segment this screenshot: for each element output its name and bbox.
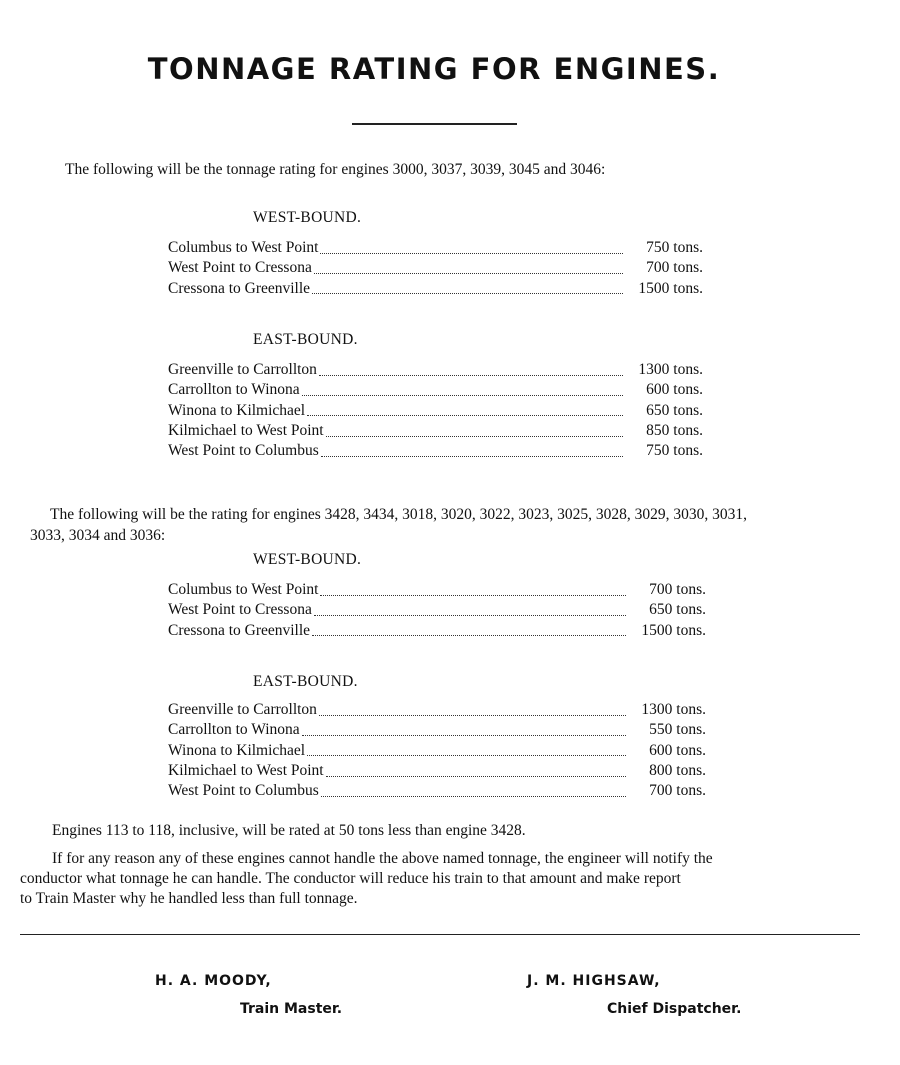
group-1-eastbound-table — [168, 360, 703, 461]
instruction-line-1: If for any reason any of these engines cannot handle the above named tonnage, the engineer will notify the — [52, 850, 713, 867]
leader-dots — [326, 776, 626, 777]
signature-title-left: Train Master. — [240, 1001, 343, 1017]
table-row — [168, 720, 706, 740]
group-1-westbound-heading: WEST-BOUND. — [253, 209, 362, 226]
tonnage-value: 800 tons. — [649, 761, 706, 779]
intro-paragraph-2-line-2: 3033, 3034 and 3036: — [30, 527, 166, 544]
tonnage-value: 1300 tons. — [641, 701, 706, 718]
tonnage-value: 1500 tons. — [641, 621, 706, 639]
route-label: Columbus to West Point — [168, 239, 319, 256]
tonnage-value: 700 tons. — [646, 259, 703, 277]
leader-dots — [314, 273, 623, 274]
signature-name-right: J. M. HIGHSAW, — [527, 973, 661, 989]
table-row — [168, 441, 703, 461]
table-row — [168, 621, 706, 641]
leader-dots — [321, 456, 623, 457]
instruction-line-2: conductor what tonnage he can handle. The conductor will reduce his train to that amount and make report — [20, 870, 681, 887]
table-row — [168, 421, 703, 441]
route-label: Cressona to Greenville — [168, 279, 311, 297]
tonnage-value: 650 tons. — [649, 601, 706, 619]
route-label: Greenville to Carrollton — [168, 701, 317, 718]
leader-dots — [302, 395, 623, 396]
route-label: West Point to Columbus — [168, 442, 319, 460]
route-label: Columbus to West Point — [168, 581, 319, 598]
group-1-westbound-table — [168, 238, 703, 299]
tonnage-value: 1300 tons. — [638, 361, 703, 378]
route-label: Greenville to Carrollton — [168, 361, 317, 378]
tonnage-value: 550 tons. — [649, 721, 706, 739]
table-row — [168, 700, 706, 720]
tonnage-value: 750 tons. — [646, 442, 703, 460]
group-2-westbound-heading: WEST-BOUND. — [253, 551, 362, 568]
engines-note: Engines 113 to 118, inclusive, will be rated at 50 tons less than engine 3428. — [52, 822, 526, 839]
tonnage-value: 750 tons. — [646, 239, 703, 256]
tonnage-value: 850 tons. — [646, 421, 703, 439]
leader-dots — [312, 635, 626, 636]
table-row — [168, 238, 703, 258]
route-label: West Point to Cressona — [168, 601, 312, 619]
route-label: West Point to Cressona — [168, 259, 312, 277]
leader-dots — [307, 415, 623, 416]
intro-paragraph-1: The following will be the tonnage rating for engines 3000, 3037, 3039, 3045 and 3046: — [65, 161, 606, 178]
signature-title-right: Chief Dispatcher. — [607, 1001, 742, 1017]
table-row — [168, 580, 706, 600]
group-2-eastbound-heading: EAST-BOUND. — [253, 673, 358, 690]
route-label: Kilmichael to West Point — [168, 761, 324, 779]
intro-paragraph-2-line-1: The following will be the rating for engines 3428, 3434, 3018, 3020, 3022, 3023, 3025, 3028, 3029, 3030, 3031, — [50, 506, 748, 523]
title-divider — [352, 123, 517, 125]
group-2-westbound-table — [168, 580, 706, 641]
table-row — [168, 741, 706, 761]
tonnage-value: 650 tons. — [646, 401, 703, 419]
table-row — [168, 761, 706, 781]
table-row — [168, 279, 703, 299]
table-row — [168, 600, 706, 620]
table-row — [168, 380, 703, 400]
leader-dots — [307, 755, 626, 756]
route-label: Carrollton to Winona — [168, 381, 300, 399]
signature-divider — [20, 934, 860, 935]
tonnage-value: 700 tons. — [649, 581, 706, 598]
table-row — [168, 781, 706, 801]
table-row — [168, 401, 703, 421]
leader-dots — [320, 595, 626, 596]
page-title: TONNAGE RATING FOR ENGINES. — [147, 52, 721, 86]
tonnage-value: 600 tons. — [646, 381, 703, 399]
group-2-eastbound-table — [168, 700, 706, 801]
route-label: Carrollton to Winona — [168, 721, 300, 739]
instruction-line-3: to Train Master why he handled less than full tonnage. — [20, 890, 358, 907]
route-label: Winona to Kilmichael — [168, 741, 306, 759]
route-label: West Point to Columbus — [168, 782, 319, 800]
leader-dots — [320, 253, 623, 254]
tonnage-value: 600 tons. — [649, 741, 706, 759]
leader-dots — [319, 715, 626, 716]
route-label: Cressona to Greenville — [168, 621, 311, 639]
leader-dots — [312, 293, 623, 294]
leader-dots — [326, 436, 623, 437]
leader-dots — [321, 796, 626, 797]
table-row — [168, 258, 703, 278]
signature-name-left: H. A. MOODY, — [155, 973, 272, 989]
table-row — [168, 360, 703, 380]
group-1-eastbound-heading: EAST-BOUND. — [253, 331, 358, 348]
route-label: Kilmichael to West Point — [168, 421, 324, 439]
leader-dots — [314, 615, 626, 616]
route-label: Winona to Kilmichael — [168, 401, 306, 419]
leader-dots — [319, 375, 623, 376]
tonnage-value: 700 tons. — [649, 782, 706, 800]
leader-dots — [302, 735, 626, 736]
tonnage-value: 1500 tons. — [638, 279, 703, 297]
